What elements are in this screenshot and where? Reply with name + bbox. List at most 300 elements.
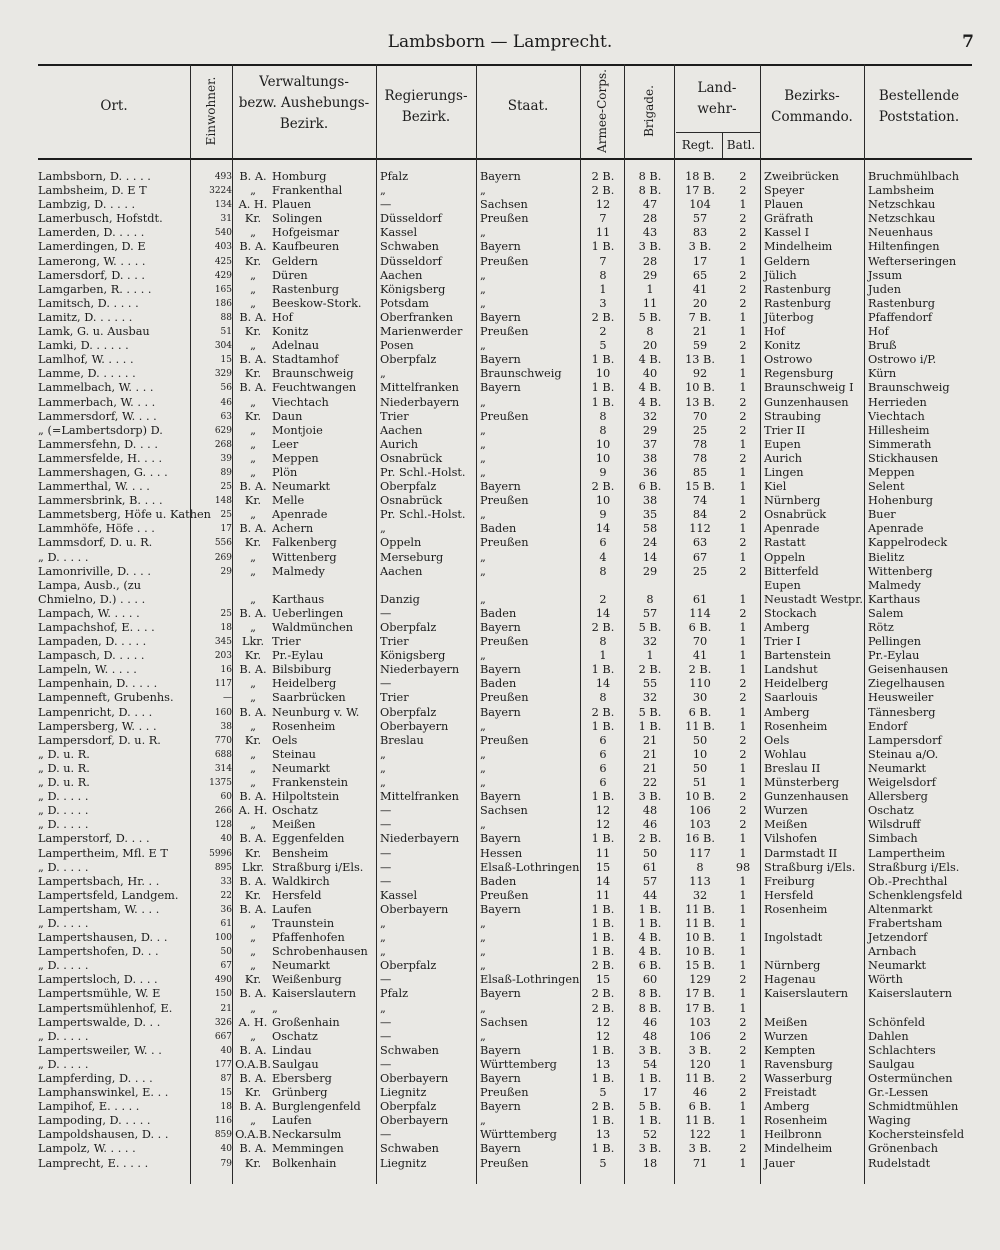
bezirk-type-cell: B. A. xyxy=(239,874,267,888)
bezirk-type-cell: Lkr. xyxy=(241,635,265,649)
bezirks-commando-cell: Konitz xyxy=(764,339,801,353)
einwohner-cell: 18 xyxy=(220,1102,232,1113)
bataillon-cell: 1 xyxy=(739,550,747,564)
header-landwehr-line2: wehr- xyxy=(697,101,737,117)
table-row xyxy=(0,691,1000,705)
staat-cell: „ xyxy=(480,508,486,522)
regiment-cell: 30 xyxy=(692,691,708,705)
poststation-cell: Lampersdorf xyxy=(868,733,942,747)
armee-corps-cell: 2 B. xyxy=(591,184,615,198)
ort-cell: Lammersdorf, W. . . . xyxy=(38,409,157,423)
staat-cell: Bayern xyxy=(480,310,521,324)
regiment-cell: 112 xyxy=(689,522,711,536)
regierungs-bezirk-cell: Oberpfalz xyxy=(380,705,437,719)
bezirk-type-cell: „ xyxy=(250,959,256,973)
header-verwaltung-line2: bezw. Aushebungs- xyxy=(238,95,370,111)
ort-cell: Lamonriville, D. . . . xyxy=(38,564,151,578)
bezirks-commando-cell: Gunzenhausen xyxy=(764,395,849,409)
regiment-cell: 78 xyxy=(692,437,708,451)
regierungs-bezirk-cell: Mittelfranken xyxy=(380,381,459,395)
einwohner-cell: 268 xyxy=(214,439,232,450)
staat-cell: „ xyxy=(480,226,486,240)
bataillon-cell: 1 xyxy=(739,761,747,775)
ort-cell: „ D. . . . . xyxy=(38,790,89,804)
verwaltungs-bezirk-cell: Eggenfelden xyxy=(272,832,345,846)
bataillon-cell: 1 xyxy=(739,663,747,677)
ort-cell: „ D. . . . . xyxy=(38,916,89,930)
einwohner-cell: 40 xyxy=(220,834,232,845)
armee-corps-cell: 8 xyxy=(599,564,607,578)
poststation-cell: Ostrowo i/P. xyxy=(868,353,937,367)
regierungs-bezirk-cell: Mittelfranken xyxy=(380,790,459,804)
armee-corps-cell: 1 B. xyxy=(591,381,615,395)
table-row xyxy=(0,565,1000,579)
poststation-cell: Juden xyxy=(868,282,901,296)
poststation-cell: Bielitz xyxy=(868,550,905,564)
brigade-cell: 5 B. xyxy=(638,310,662,324)
verwaltungs-bezirk-cell: Laufen xyxy=(272,1114,312,1128)
table-row xyxy=(0,198,1000,212)
bezirk-type-cell: B. A. xyxy=(239,1100,267,1114)
verwaltungs-bezirk-cell: Frankenthal xyxy=(272,184,343,198)
table-row xyxy=(0,438,1000,452)
table-row xyxy=(0,987,1000,1001)
regierungs-bezirk-cell: Schwaben xyxy=(380,1142,439,1156)
einwohner-cell: 56 xyxy=(220,383,232,394)
bezirks-commando-cell: Nürnberg xyxy=(764,959,821,973)
einwohner-cell: 1375 xyxy=(209,778,232,789)
bataillon-cell: 2 xyxy=(739,268,747,282)
ort-cell: Lambsborn, D. . . . . xyxy=(38,170,151,183)
staat-cell: Bayern xyxy=(480,902,521,916)
regiment-cell: 8 xyxy=(696,860,704,874)
bezirk-type-cell: „ xyxy=(250,465,256,479)
armee-corps-cell: 13 xyxy=(595,1128,611,1142)
brigade-cell: 28 xyxy=(642,254,658,268)
einwohner-cell: 345 xyxy=(214,637,232,648)
regierungs-bezirk-cell: Osnabrück xyxy=(380,451,443,465)
armee-corps-cell: 14 xyxy=(595,522,611,536)
regiment-cell: 10 xyxy=(692,747,708,761)
ort-cell: Lampertsweiler, W. . . xyxy=(38,1043,162,1057)
header-ort: Ort. xyxy=(100,98,128,114)
brigade-cell: 22 xyxy=(642,776,658,790)
staat-cell: Bayern xyxy=(480,381,521,395)
bezirk-type-cell: „ xyxy=(250,621,256,634)
table-row xyxy=(0,649,1000,663)
verwaltungs-bezirk-cell: Saulgau xyxy=(272,1057,319,1071)
ort-cell: „ D. u. R. xyxy=(38,747,90,761)
staat-cell: „ xyxy=(480,747,486,761)
table-row xyxy=(0,536,1000,550)
bezirks-commando-cell: Gräfrath xyxy=(764,212,814,226)
brigade-cell: 6 B. xyxy=(638,959,662,973)
ort-cell: Lammerbach, W. . . . xyxy=(38,395,156,409)
poststation-cell: Steinau a/O. xyxy=(868,747,939,761)
einwohner-cell: 46 xyxy=(220,397,232,408)
bataillon-cell: 1 xyxy=(739,381,747,395)
verwaltungs-bezirk-cell: Viechtach xyxy=(272,395,329,409)
brigade-cell: 36 xyxy=(642,465,658,479)
regiment-cell: 117 xyxy=(689,846,711,860)
table-row xyxy=(0,1157,1000,1171)
bezirks-commando-cell: Wurzen xyxy=(764,1029,808,1043)
einwohner-cell: 116 xyxy=(214,1116,232,1127)
einwohner-cell: 667 xyxy=(214,1031,232,1042)
einwohner-cell: 770 xyxy=(214,735,232,746)
regierungs-bezirk-cell: — xyxy=(380,1015,392,1029)
verwaltungs-bezirk-cell: Oschatz xyxy=(272,1029,318,1043)
verwaltungs-bezirk-cell: Bensheim xyxy=(272,846,329,860)
page-header xyxy=(0,32,1000,58)
verwaltungs-bezirk-cell: Solingen xyxy=(272,212,323,226)
verwaltungs-bezirk-cell: Stadtamhof xyxy=(272,353,339,367)
staat-cell: Bayern xyxy=(480,832,521,846)
ort-cell: Lampoding, D. . . . . xyxy=(38,1114,151,1128)
bataillon-cell: 1 xyxy=(739,931,747,945)
header-bezirks-line2: Commando. xyxy=(771,109,853,125)
poststation-cell: Grönenbach xyxy=(868,1142,939,1156)
bezirk-type-cell: „ xyxy=(250,677,256,691)
bataillon-cell: 2 xyxy=(739,536,747,550)
poststation-cell: Tännesberg xyxy=(868,705,936,719)
verwaltungs-bezirk-cell: Neunburg v. W. xyxy=(272,705,360,719)
staat-cell: „ xyxy=(480,395,486,409)
bezirks-commando-cell: Braunschweig I xyxy=(764,381,854,395)
bezirk-type-cell: „ xyxy=(250,592,256,606)
brigade-cell: 46 xyxy=(642,1015,658,1029)
verwaltungs-bezirk-cell: Meißen xyxy=(272,818,316,832)
table-row xyxy=(0,875,1000,889)
regierungs-bezirk-cell: Trier xyxy=(380,635,409,649)
bezirk-type-cell: Kr. xyxy=(244,409,262,423)
armee-corps-cell: 2 xyxy=(599,325,607,339)
regiment-cell: 11 B. xyxy=(685,902,715,916)
table-row xyxy=(0,255,1000,269)
bezirk-type-cell: O.A.B. xyxy=(235,1128,271,1142)
table-row xyxy=(0,931,1000,945)
table-row xyxy=(0,1128,1000,1142)
brigade-cell: 8 xyxy=(646,325,654,339)
bezirk-type-cell: Lkr. xyxy=(241,860,265,874)
bezirks-commando-cell: Trier II xyxy=(764,423,806,437)
table-row xyxy=(0,325,1000,339)
armee-corps-cell: 1 B. xyxy=(591,1142,615,1156)
brigade-cell: 40 xyxy=(642,367,658,381)
regiment-cell: 63 xyxy=(692,536,708,550)
poststation-cell: Bruß xyxy=(868,339,897,353)
brigade-cell: 32 xyxy=(642,409,658,423)
brigade-cell: 2 B. xyxy=(638,832,662,846)
regierungs-bezirk-cell: Oberbayern xyxy=(380,1072,449,1085)
ort-cell: Lampertsfeld, Landgem. xyxy=(38,888,179,902)
bezirks-commando-cell: Oppeln xyxy=(764,550,806,564)
regierungs-bezirk-cell: Kassel xyxy=(380,888,418,902)
table-row xyxy=(0,663,1000,677)
ort-cell: Lamerdingen, D. E xyxy=(38,240,146,254)
bezirk-type-cell: B. A. xyxy=(239,240,267,254)
poststation-cell: Wefterseringen xyxy=(868,254,957,268)
verwaltungs-bezirk-cell: Kaiserslautern xyxy=(272,987,356,1001)
regiment-cell: 32 xyxy=(692,888,708,902)
header-regierung-line2: Bezirk. xyxy=(401,109,451,125)
staat-cell: Elsaß-Lothringen xyxy=(480,860,580,874)
bataillon-cell: 2 xyxy=(739,296,747,310)
brigade-cell: 1 B. xyxy=(638,1114,662,1128)
ort-cell: Chmielno, D.) . . . . xyxy=(38,592,146,606)
poststation-cell: Weigelsdorf xyxy=(868,776,936,790)
bezirk-type-cell: „ xyxy=(250,916,256,930)
poststation-cell: Kochersteinsfeld xyxy=(868,1128,965,1142)
bataillon-cell: 2 xyxy=(739,339,747,353)
table-row xyxy=(0,424,1000,438)
einwohner-cell: 60 xyxy=(220,792,232,803)
einwohner-cell: 134 xyxy=(214,200,232,211)
regiment-cell: 10 B. xyxy=(685,931,715,945)
table-row xyxy=(0,381,1000,395)
brigade-cell: 52 xyxy=(642,1128,658,1142)
regierungs-bezirk-cell: — xyxy=(380,860,392,874)
bezirk-type-cell: Kr. xyxy=(244,1086,262,1100)
header-regt: Regt. xyxy=(681,138,715,152)
bataillon-cell: 1 xyxy=(739,635,747,649)
armee-corps-cell: 5 xyxy=(599,1156,607,1170)
poststation-cell: Pfaffendorf xyxy=(868,310,933,324)
ort-cell: Lamgarben, R. . . . . xyxy=(38,282,152,296)
header-bottom-rule xyxy=(38,158,972,160)
regierungs-bezirk-cell: „ xyxy=(380,931,386,945)
einwohner-cell: 425 xyxy=(214,256,232,267)
einwohner-cell: 859 xyxy=(214,1130,232,1141)
regierungs-bezirk-cell: Aachen xyxy=(380,423,423,437)
bezirk-type-cell: „ xyxy=(250,437,256,451)
staat-cell: „ xyxy=(480,437,486,451)
armee-corps-cell: 12 xyxy=(595,198,611,212)
staat-cell: Preußen xyxy=(480,494,529,508)
table-row xyxy=(0,522,1000,536)
bezirk-type-cell: Kr. xyxy=(244,649,262,663)
regiment-cell: 16 B. xyxy=(685,832,715,846)
brigade-cell: 57 xyxy=(642,874,658,888)
staat-cell: Braunschweig xyxy=(480,367,562,381)
regiment-cell: 17 B. xyxy=(685,1001,715,1015)
table-row xyxy=(0,297,1000,311)
regierungs-bezirk-cell: Oberbayern xyxy=(380,902,449,916)
bezirk-type-cell: „ xyxy=(250,282,256,296)
header-armee-corps: Armee-Corps. xyxy=(595,69,609,153)
staat-cell: Preußen xyxy=(480,254,529,268)
verwaltungs-bezirk-cell: Meppen xyxy=(272,451,319,465)
regierungs-bezirk-cell: — xyxy=(380,874,392,888)
brigade-cell: 29 xyxy=(642,268,658,282)
staat-cell: „ xyxy=(480,451,486,465)
poststation-cell: Wittenberg xyxy=(868,564,933,578)
einwohner-cell: 25 xyxy=(220,482,232,493)
armee-corps-cell: 2 B. xyxy=(591,621,615,634)
regierungs-bezirk-cell: Oberpfalz xyxy=(380,480,437,494)
regierungs-bezirk-cell: Schwaben xyxy=(380,1043,439,1057)
poststation-cell: Waging xyxy=(868,1114,911,1128)
ort-cell: Lampolz, W. . . . . xyxy=(38,1142,136,1156)
regiment-cell: 18 B. xyxy=(685,170,715,183)
bezirk-type-cell: „ xyxy=(250,931,256,945)
einwohner-cell: 165 xyxy=(214,284,232,295)
bezirks-commando-cell: Ingolstadt xyxy=(764,931,823,945)
poststation-cell: Rudelstadt xyxy=(868,1156,931,1170)
regierungs-bezirk-cell: — xyxy=(380,1057,392,1071)
ort-cell: Lammelbach, W. . . . xyxy=(38,381,154,395)
armee-corps-cell: 1 B. xyxy=(591,790,615,804)
brigade-cell: 11 xyxy=(642,296,658,310)
armee-corps-cell: 10 xyxy=(595,367,611,381)
staat-cell: „ xyxy=(480,761,486,775)
header-brigade: Brigade. xyxy=(642,85,656,137)
regierungs-bezirk-cell: „ xyxy=(380,184,386,198)
brigade-cell: 54 xyxy=(642,1057,658,1071)
brigade-cell: 28 xyxy=(642,212,658,226)
poststation-cell: Hof xyxy=(868,325,889,339)
brigade-cell: 14 xyxy=(642,550,658,564)
regiment-cell: 70 xyxy=(692,635,708,649)
armee-corps-cell: 3 xyxy=(599,296,607,310)
bezirks-commando-cell: Mindelheim xyxy=(764,1142,833,1156)
regiment-cell: 10 B. xyxy=(685,790,715,804)
ort-cell: Lampersdorf, D. u. R. xyxy=(38,733,161,747)
brigade-cell: 1 B. xyxy=(638,719,662,733)
armee-corps-cell: 14 xyxy=(595,606,611,620)
regiment-cell: 25 xyxy=(692,564,708,578)
table-row xyxy=(0,1142,1000,1156)
einwohner-cell: — xyxy=(223,693,232,704)
regiment-cell: 110 xyxy=(689,677,711,691)
page-title: Lambsborn — Lamprecht. xyxy=(387,32,613,52)
verwaltungs-bezirk-cell: Laufen xyxy=(272,902,312,916)
regiment-cell: 25 xyxy=(692,423,708,437)
regiment-cell: 106 xyxy=(689,1029,711,1043)
verwaltungs-bezirk-cell: „ xyxy=(272,1001,278,1015)
bezirk-type-cell: „ xyxy=(250,550,256,564)
armee-corps-cell: 10 xyxy=(595,494,611,508)
armee-corps-cell: 5 xyxy=(599,1086,607,1100)
ort-cell: Lamme, D. . . . . . xyxy=(38,367,136,381)
einwohner-cell: 67 xyxy=(220,961,232,972)
regiment-cell: 3 B. xyxy=(688,1142,712,1156)
regierungs-bezirk-cell: Merseburg xyxy=(380,550,444,564)
ort-cell: Lamerong, W. . . . . xyxy=(38,254,146,268)
bataillon-cell: 2 xyxy=(739,395,747,409)
regierungs-bezirk-cell: Aachen xyxy=(380,564,423,578)
staat-cell: Preußen xyxy=(480,635,529,649)
regiment-cell: 11 B. xyxy=(685,916,715,930)
regiment-cell: 71 xyxy=(692,1156,708,1170)
bezirks-commando-cell: Nürnberg xyxy=(764,494,821,508)
poststation-cell: Selent xyxy=(868,480,905,494)
verwaltungs-bezirk-cell: Saarbrücken xyxy=(272,691,346,705)
bataillon-cell: 1 xyxy=(739,1001,747,1015)
verwaltungs-bezirk-cell: Melle xyxy=(272,494,305,508)
regierungs-bezirk-cell: Potsdam xyxy=(380,296,429,310)
poststation-cell: Bruchmühlbach xyxy=(868,170,960,183)
header-bezirks-commando xyxy=(760,86,864,128)
bataillon-cell: 1 xyxy=(739,522,747,536)
regiment-cell: 15 B. xyxy=(685,480,715,494)
ort-cell: Lamki, D. . . . . . xyxy=(38,339,129,353)
brigade-cell: 6 B. xyxy=(638,480,662,494)
brigade-cell: 1 B. xyxy=(638,902,662,916)
bataillon-cell: 2 xyxy=(739,747,747,761)
einwohner-cell: 39 xyxy=(220,453,232,464)
header-einwohner: Einwohner. xyxy=(204,76,218,146)
regiment-cell: 3 B. xyxy=(688,1043,712,1057)
verwaltungs-bezirk-cell: Neumarkt xyxy=(272,761,331,775)
brigade-cell: 8 B. xyxy=(638,987,662,1001)
verwaltungs-bezirk-cell: Leer xyxy=(272,437,299,451)
poststation-cell: Braunschweig xyxy=(868,381,950,395)
ort-cell: Lampach, W. . . . . xyxy=(38,606,140,620)
verwaltungs-bezirk-cell: Apenrade xyxy=(272,508,328,522)
einwohner-cell: 29 xyxy=(220,566,232,577)
header-landwehr-line1: Land- xyxy=(697,80,737,96)
regierungs-bezirk-cell: „ xyxy=(380,761,386,775)
table-row xyxy=(0,339,1000,353)
bezirks-commando-cell: Jülich xyxy=(764,268,797,282)
poststation-cell: Gr.-Lessen xyxy=(868,1086,929,1100)
ort-cell: Lamk, G. u. Ausbau xyxy=(38,325,150,339)
regierungs-bezirk-cell: — xyxy=(380,606,392,620)
bataillon-cell: 2 xyxy=(739,508,747,522)
armee-corps-cell: 9 xyxy=(599,465,607,479)
bezirk-type-cell: „ xyxy=(250,776,256,790)
armee-corps-cell: 11 xyxy=(595,226,611,240)
poststation-cell: Jetzendorf xyxy=(868,931,928,945)
staat-cell: Baden xyxy=(480,677,517,691)
verwaltungs-bezirk-cell: Hof xyxy=(272,310,293,324)
poststation-cell: Allersberg xyxy=(868,790,928,804)
verwaltungs-bezirk-cell: Adelnau xyxy=(272,339,319,353)
brigade-cell: 24 xyxy=(642,536,658,550)
bezirk-type-cell: „ xyxy=(250,508,256,522)
poststation-cell: Neuenhaus xyxy=(868,226,933,240)
einwohner-cell: 15 xyxy=(220,1088,232,1099)
ort-cell: Lamitsch, D. . . . . xyxy=(38,296,139,310)
verwaltungs-bezirk-cell: Malmedy xyxy=(272,564,325,578)
header-regierung-line1: Regierungs- xyxy=(384,88,468,104)
bataillon-cell: 1 xyxy=(739,916,747,930)
table-row xyxy=(0,1100,1000,1114)
poststation-cell: Rastenburg xyxy=(868,296,935,310)
bataillon-cell: 1 xyxy=(739,874,747,888)
bataillon-cell: 2 xyxy=(739,1015,747,1029)
einwohner-cell: 326 xyxy=(214,1017,232,1028)
bataillon-cell: 2 xyxy=(739,564,747,578)
bataillon-cell: 2 xyxy=(739,423,747,437)
armee-corps-cell: 6 xyxy=(599,761,607,775)
bezirk-type-cell: B. A. xyxy=(239,1142,267,1156)
ort-cell: „ (=Lambertsdorp) D. xyxy=(38,423,163,437)
armee-corps-cell: 2 B. xyxy=(591,959,615,973)
ort-cell: Lampoldshausen, D. . . xyxy=(38,1128,169,1142)
staat-cell: „ xyxy=(480,776,486,790)
ort-cell: Lamerden, D. . . . . xyxy=(38,226,145,240)
bezirks-commando-cell: Ostrowo xyxy=(764,353,813,367)
bezirks-commando-cell: Wohlau xyxy=(764,747,807,761)
staat-cell: Preußen xyxy=(480,691,529,705)
header-staat: Staat. xyxy=(507,98,549,114)
bataillon-cell: 98 xyxy=(735,860,751,874)
verwaltungs-bezirk-cell: Trier xyxy=(272,635,301,649)
verwaltungs-bezirk-cell: Neumarkt xyxy=(272,480,331,494)
ort-cell: „ D. u. R. xyxy=(38,761,90,775)
